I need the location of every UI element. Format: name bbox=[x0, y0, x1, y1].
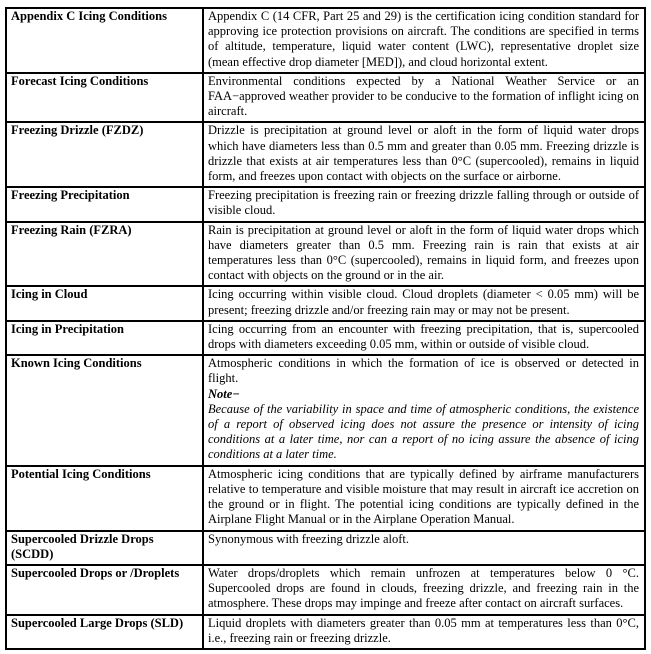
table-row bbox=[6, 122, 645, 187]
definition-cell bbox=[203, 531, 645, 565]
icing-definitions-table bbox=[5, 7, 646, 650]
term-cell: Supercooled Drizzle Drops (SCDD) bbox=[6, 531, 203, 565]
term-cell: Freezing Drizzle (FZDZ) bbox=[6, 122, 203, 187]
definition-cell bbox=[203, 8, 645, 73]
table-row bbox=[6, 286, 645, 320]
term-cell: Supercooled Large Drops (SLD) bbox=[6, 615, 203, 649]
definition-paragraph: Liquid droplets with diameters greater than 0.05 mm at temperatures less than 0°C, i.e., freezing rain or freezing drizzle. bbox=[208, 615, 639, 645]
definition-cell bbox=[203, 355, 645, 465]
definition-paragraph: Appendix C (14 CFR, Part 25 and 29) is the certification icing condition standard for approving ice protection provisions on aircraft. The conditions are specified in terms of altitude, temperature, liquid water content (LWC), representative droplet size (mean effective drop diameter [MED]), and cloud horizontal extent. bbox=[208, 9, 639, 69]
term-cell: Freezing Rain (FZRA) bbox=[6, 222, 203, 287]
term-cell: Icing in Precipitation bbox=[6, 321, 203, 355]
table-row bbox=[6, 565, 645, 615]
definition-paragraph: Environmental conditions expected by a National Weather Service or an FAA−approved weather provider to be conducive to the formation of inflight icing on aircraft. bbox=[208, 73, 639, 119]
term-cell: Forecast Icing Conditions bbox=[6, 73, 203, 123]
definition-paragraph: Water drops/droplets which remain unfrozen at temperatures below 0 °C. Supercooled drops are found in clouds, freezing drizzle, and freezing rain in the atmosphere. These drops may impinge and freeze after contact on aircraft surfaces. bbox=[208, 565, 639, 611]
definition-cell bbox=[203, 615, 645, 649]
table-row bbox=[6, 531, 645, 565]
definition-cell bbox=[203, 466, 645, 531]
term-cell: Freezing Precipitation bbox=[6, 187, 203, 221]
note-text: Because of the variability in space and time of atmospheric conditions, the existence of a report of observed icing does not assure the presence or intensity of icing conditions at a later time, nor can a report of no icing assure the absence of icing conditions at a later time. bbox=[208, 401, 639, 462]
definition-cell bbox=[203, 321, 645, 355]
definition-paragraph: Icing occurring within visible cloud. Cloud droplets (diameter < 0.05 mm) will be present; freezing drizzle and/or freezing rain may or may not be present. bbox=[208, 287, 639, 317]
definition-paragraph: Rain is precipitation at ground level or aloft in the form of liquid water drops which have diameters greater than 0.5 mm. Freezing rain is rain that exists at air temperatures less than 0°C (supercooled), remains in liquid form, and freezes upon contact with objects on the ground or in the air. bbox=[208, 222, 639, 283]
table-row bbox=[6, 73, 645, 123]
table-row bbox=[6, 321, 645, 355]
definition-cell bbox=[203, 286, 645, 320]
term-cell: Supercooled Drops or /Droplets bbox=[6, 565, 203, 615]
term-cell: Potential Icing Conditions bbox=[6, 466, 203, 531]
term-cell: Appendix C Icing Conditions bbox=[6, 8, 203, 73]
definition-cell bbox=[203, 565, 645, 615]
table-row bbox=[6, 466, 645, 531]
definition-paragraph: Icing occurring from an encounter with freezing precipitation, that is, supercooled drops with diameters exceeding 0.05 mm, within or outside of visible cloud. bbox=[208, 321, 639, 352]
definition-cell bbox=[203, 73, 645, 123]
table-row bbox=[6, 222, 645, 287]
definition-paragraph: Atmospheric icing conditions that are typically defined by airframe manufacturers relative to temperature and visible moisture that may result in aircraft ice accretion on the ground or in flight. The potential icing conditions are typically defined in the Airplane Flight Manual or in the Airplane Operation Manual. bbox=[208, 466, 639, 527]
definition-cell bbox=[203, 187, 645, 221]
note-label: Note− bbox=[208, 386, 240, 401]
term-cell: Known Icing Conditions bbox=[6, 355, 203, 465]
table-row bbox=[6, 8, 645, 73]
definition-paragraph: Synonymous with freezing drizzle aloft. bbox=[208, 531, 409, 546]
definition-paragraph: Atmospheric conditions in which the formation of ice is observed or detected in flight. bbox=[208, 356, 639, 386]
table-row bbox=[6, 355, 645, 465]
definition-cell bbox=[203, 222, 645, 287]
table-row bbox=[6, 615, 645, 649]
icing-table-body bbox=[6, 8, 645, 649]
definition-cell bbox=[203, 122, 645, 187]
definition-paragraph: Drizzle is precipitation at ground level or aloft in the form of liquid water drops which have diameters less than 0.5 mm and greater than 0.05 mm. Freezing drizzle is drizzle that exists at air temperatures less than 0°C (supercooled), remains in liquid form, and freezes upon contact with objects on the surface or airborne. bbox=[208, 123, 639, 184]
definition-paragraph: Freezing precipitation is freezing rain or freezing drizzle falling through or outside of visible cloud. bbox=[208, 188, 639, 218]
term-cell: Icing in Cloud bbox=[6, 286, 203, 320]
table-row bbox=[6, 187, 645, 221]
